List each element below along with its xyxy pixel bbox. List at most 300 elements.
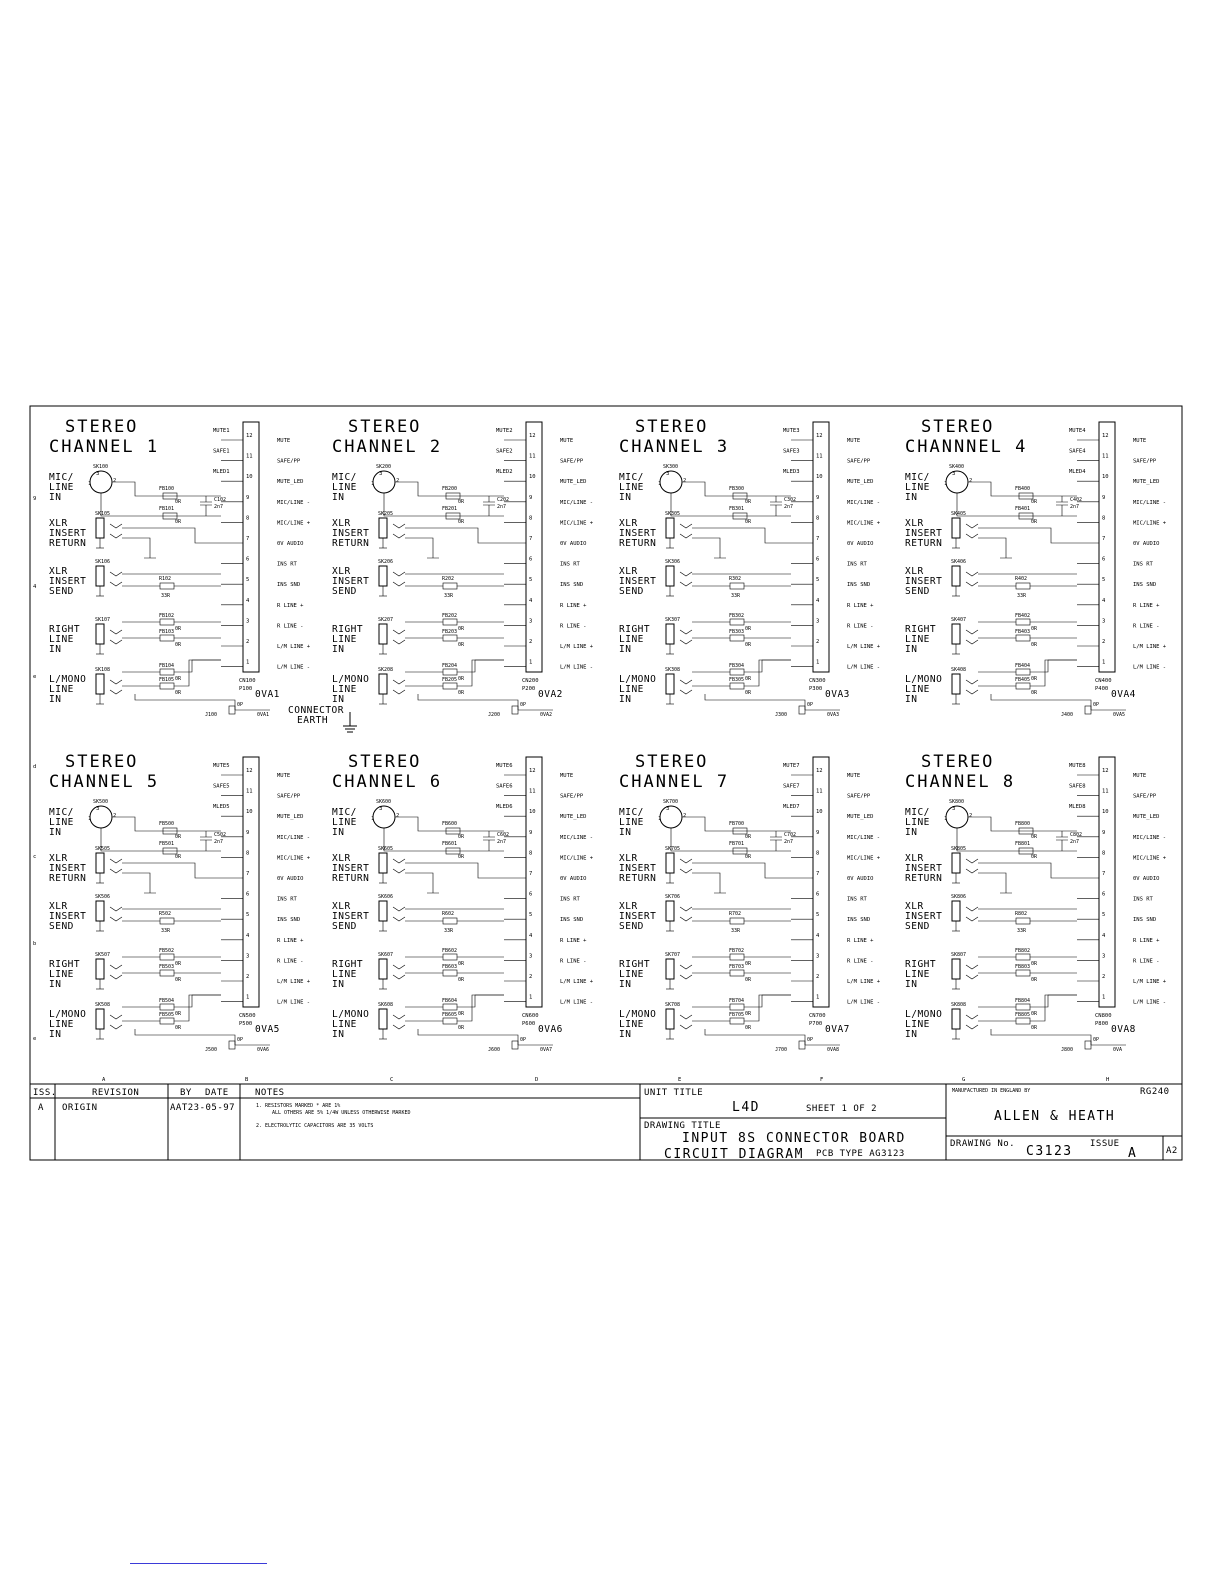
ferrite-bead-icon bbox=[1016, 970, 1030, 976]
input-label: L/MONO bbox=[332, 1009, 370, 1020]
connector-pin-number: 8 bbox=[529, 515, 533, 522]
input-label: RIGHT bbox=[905, 959, 937, 970]
connector-signal-name: INS RT bbox=[847, 561, 867, 568]
jack-contacts-icon bbox=[110, 572, 122, 586]
connector-pin-number: 12 bbox=[816, 433, 823, 439]
input-label: IN bbox=[49, 979, 62, 990]
input-label: SEND bbox=[905, 921, 930, 932]
channel-block-1 bbox=[49, 417, 311, 718]
ferrite-value: 0R bbox=[1031, 977, 1038, 983]
input-label: L/MONO bbox=[49, 1009, 87, 1020]
pcb-type: PCB TYPE AG3123 bbox=[816, 1149, 905, 1159]
ferrite-bead-icon bbox=[730, 954, 744, 960]
input-label: INSERT bbox=[619, 911, 657, 922]
input-label: XLR bbox=[619, 853, 638, 864]
xlr-pin-label: 2 bbox=[683, 478, 687, 484]
connector-pin-number: 4 bbox=[816, 932, 820, 939]
connector-pin-number: 1 bbox=[1102, 659, 1106, 666]
channel-number: CHANNEL 8 bbox=[905, 772, 1016, 792]
connector-pin-number: 11 bbox=[816, 788, 823, 795]
jack-socket-icon bbox=[952, 901, 960, 921]
jack-socket-icon bbox=[666, 853, 674, 873]
connector-signal-name: MIC/LINE - bbox=[847, 834, 881, 841]
jack-contacts-icon bbox=[680, 572, 692, 586]
mute-net-label: MUTE6 bbox=[496, 763, 513, 769]
jack-contacts-icon bbox=[966, 965, 978, 979]
ferrite-bead-icon bbox=[160, 954, 174, 960]
ground-link-wire bbox=[991, 694, 1126, 710]
socket-ref: SK307 bbox=[665, 617, 681, 623]
connector-pin-number: 2 bbox=[529, 639, 533, 645]
capacitor-value: 2n7 bbox=[784, 839, 794, 845]
socket-ref: SK406 bbox=[951, 559, 967, 565]
connector-signal-name: 0V AUDIO bbox=[277, 541, 304, 547]
input-label: L/MONO bbox=[905, 1009, 943, 1020]
connector-signal-name: R LINE + bbox=[277, 602, 304, 609]
connector-signal-name: MUTE bbox=[560, 773, 574, 779]
xlr-pin-label: 2 bbox=[969, 478, 973, 484]
ferrite-value: 0R bbox=[458, 676, 465, 682]
grid-letter-side: 9 bbox=[33, 496, 37, 502]
ferrite-value: 0R bbox=[745, 676, 752, 682]
connector-pin-number: 7 bbox=[816, 871, 820, 877]
jack-contacts-icon bbox=[680, 1015, 692, 1029]
drawing-number: C3123 bbox=[1026, 1144, 1073, 1159]
socket-ref: SK506 bbox=[95, 894, 111, 900]
safe-net-label: SAFE8 bbox=[1069, 783, 1086, 790]
jumper-pos: 0P bbox=[237, 1037, 244, 1043]
jack-contacts-icon bbox=[966, 680, 978, 694]
pcb-ref: P500 bbox=[239, 1021, 253, 1027]
iss-header: ISS. bbox=[33, 1088, 57, 1098]
connector-signal-name: MIC/LINE - bbox=[847, 499, 881, 506]
ferrite-ref: FB701 bbox=[729, 841, 745, 847]
socket-ref: SK208 bbox=[378, 667, 394, 673]
channel-blocks bbox=[49, 417, 1167, 1053]
connector-pin-number: 1 bbox=[1102, 994, 1106, 1001]
connector-signal-name: MUTE_LED bbox=[847, 479, 874, 486]
ferrite-bead-icon bbox=[443, 669, 457, 675]
pcb-ref: P300 bbox=[809, 686, 823, 692]
input-label: LINE bbox=[49, 634, 74, 645]
connector-signal-name: R LINE - bbox=[277, 958, 304, 965]
input-label: RIGHT bbox=[49, 959, 81, 970]
capacitor-value: 2n7 bbox=[784, 504, 794, 510]
input-label: IN bbox=[332, 492, 345, 503]
ground-symbol-icon bbox=[122, 538, 156, 558]
socket-ref: SK405 bbox=[951, 511, 967, 517]
input-label: LINE bbox=[49, 1019, 74, 1030]
mled-net-label: MLED6 bbox=[496, 804, 513, 811]
ferrite-ref: FB505 bbox=[159, 1012, 175, 1018]
insert-return-wire bbox=[122, 863, 221, 878]
jack-contacts-icon bbox=[110, 965, 122, 979]
mic-signal-wire bbox=[671, 828, 794, 851]
connector-signal-name: R LINE + bbox=[847, 602, 874, 609]
ground-link-wire bbox=[418, 1029, 553, 1045]
connector-pin-number: 11 bbox=[246, 788, 253, 795]
pcb-ref: P100 bbox=[239, 686, 253, 692]
input-label: LINE bbox=[619, 684, 644, 695]
connector-signal-name: MIC/LINE - bbox=[277, 499, 311, 506]
socket-ref: SK705 bbox=[665, 846, 681, 852]
grid-letter-top: A bbox=[102, 1077, 106, 1083]
ferrite-bead-icon bbox=[730, 918, 744, 924]
jumper-pos: 0P bbox=[1093, 702, 1100, 708]
input-label: LINE bbox=[905, 482, 930, 493]
connector-pin-number: 11 bbox=[816, 453, 823, 460]
ferrite-value: 0R bbox=[175, 499, 182, 505]
mute-net-label: MUTE4 bbox=[1069, 428, 1086, 434]
connector-pin-number: 6 bbox=[1102, 891, 1106, 898]
capacitor-ref: C402 bbox=[1070, 497, 1083, 503]
ferrite-bead-icon bbox=[1016, 1018, 1030, 1024]
jack-socket-icon bbox=[379, 959, 387, 979]
mled-net-label: MLED2 bbox=[496, 469, 513, 476]
connector-pin-number: 1 bbox=[529, 659, 533, 666]
socket-ref: SK707 bbox=[665, 952, 681, 958]
connector-pin-number: 4 bbox=[816, 597, 820, 604]
input-label: SEND bbox=[905, 586, 930, 597]
jack-contacts-icon bbox=[680, 859, 692, 873]
connector-pin-number: 3 bbox=[246, 953, 250, 960]
input-label: XLR bbox=[905, 518, 924, 529]
connector-pin-number: 12 bbox=[529, 433, 536, 439]
ferrite-value: 0R bbox=[458, 519, 465, 525]
mic-signal-wire bbox=[384, 828, 507, 851]
xlr-pin-label: 2 bbox=[113, 813, 117, 819]
ground-symbol-icon bbox=[122, 873, 156, 893]
mute-net-label: MUTE8 bbox=[1069, 763, 1086, 769]
connector-signal-name: INS SND bbox=[277, 582, 301, 589]
ferrite-ref: FB403 bbox=[1015, 629, 1031, 635]
jack-contacts-icon bbox=[393, 859, 405, 873]
connector-signal-name: MUTE_LED bbox=[277, 814, 304, 821]
input-label: IN bbox=[332, 979, 345, 990]
connector-pin-number: 9 bbox=[529, 829, 533, 836]
ferrite-value: 0R bbox=[745, 690, 752, 696]
ferrite-bead-icon bbox=[730, 619, 744, 625]
input-label: RIGHT bbox=[332, 624, 364, 635]
drawing-title-label: DRAWING TITLE bbox=[644, 1121, 721, 1131]
ferrite-bead-icon bbox=[160, 683, 174, 689]
grid-letter-top: E bbox=[678, 1077, 682, 1083]
input-label: INSERT bbox=[905, 863, 943, 874]
connector-signal-name: MIC/LINE + bbox=[847, 520, 881, 527]
connector-signal-name: MIC/LINE + bbox=[277, 520, 311, 527]
mled-net-label: MLED7 bbox=[783, 804, 800, 811]
capacitor-ref: C502 bbox=[214, 832, 227, 838]
socket-ref: SK808 bbox=[951, 1002, 967, 1008]
jumper-ref: J100 bbox=[205, 712, 218, 718]
input-label: XLR bbox=[49, 518, 68, 529]
ferrite-ref: FB102 bbox=[159, 613, 175, 619]
xlr-pin-label: 1 bbox=[88, 816, 92, 822]
socket-ref: SK805 bbox=[951, 846, 967, 852]
ferrite-value: 0R bbox=[1031, 519, 1038, 525]
ferrite-value: 0R bbox=[745, 1011, 752, 1017]
connector-signal-name: L/M LINE + bbox=[847, 979, 881, 985]
ferrite-ref: FB400 bbox=[1015, 486, 1031, 492]
ferrite-value: 0R bbox=[1031, 1025, 1038, 1031]
ground-symbol-icon bbox=[978, 538, 1012, 558]
insert-return-wire bbox=[405, 528, 504, 543]
jack-socket-icon bbox=[379, 624, 387, 644]
connector-signal-name: MUTE_LED bbox=[560, 479, 587, 486]
connector-ref: CN200 bbox=[522, 678, 539, 684]
connector-pin-number: 1 bbox=[529, 994, 533, 1001]
xlr-socket-icon bbox=[946, 806, 968, 828]
jack-contacts-icon bbox=[966, 524, 978, 538]
ferrite-bead-icon bbox=[160, 970, 174, 976]
capacitor-icon bbox=[1056, 496, 1068, 516]
ferrite-bead-icon bbox=[1016, 683, 1030, 689]
connector-pin-number: 9 bbox=[246, 829, 250, 836]
ferrite-value: 0R bbox=[745, 519, 752, 525]
connector-signal-name: 0V AUDIO bbox=[560, 541, 587, 547]
input-label: XLR bbox=[49, 566, 68, 577]
jack-socket-icon bbox=[96, 959, 104, 979]
channel-number: CHANNEL 3 bbox=[619, 437, 730, 457]
connector-signal-name: L/M LINE + bbox=[1133, 644, 1167, 650]
pcb-ref: P200 bbox=[522, 686, 536, 692]
input-label: SEND bbox=[49, 921, 74, 932]
input-label: LINE bbox=[49, 482, 74, 493]
connector-signal-name: MUTE bbox=[560, 438, 574, 444]
jack-socket-icon bbox=[952, 624, 960, 644]
ferrite-bead-icon bbox=[730, 683, 744, 689]
input-label: IN bbox=[332, 827, 345, 838]
connector-pin-number: 3 bbox=[816, 953, 820, 960]
drawing-title-line-1: INPUT 8S CONNECTOR BOARD bbox=[682, 1131, 906, 1146]
mic-signal-wire bbox=[101, 493, 224, 516]
connector-signal-name: SAFE/PP bbox=[277, 793, 301, 800]
capacitor-ref: C702 bbox=[784, 832, 797, 838]
channel-block-4 bbox=[905, 417, 1167, 718]
connector-signal-name: L/M LINE - bbox=[560, 999, 594, 1006]
connector-pin-number: 5 bbox=[529, 577, 533, 584]
input-label: XLR bbox=[619, 566, 638, 577]
input-label: RETURN bbox=[905, 873, 943, 884]
connector-pin-number: 2 bbox=[246, 974, 250, 980]
jack-contacts-icon bbox=[393, 1015, 405, 1029]
socket-ref: SK108 bbox=[95, 667, 111, 673]
connector-signal-name: INS SND bbox=[560, 917, 584, 924]
resistor-value: 33R bbox=[161, 928, 171, 934]
ferrite-ref: FB105 bbox=[159, 677, 175, 683]
insert-return-wire bbox=[122, 528, 221, 543]
ferrite-ref: FB305 bbox=[729, 677, 745, 683]
jumper-link-icon bbox=[229, 1041, 235, 1049]
grid-letter-side: e bbox=[33, 1036, 37, 1042]
insert-return-wire bbox=[692, 528, 791, 543]
input-label: XLR bbox=[332, 518, 351, 529]
jack-socket-icon bbox=[96, 518, 104, 538]
input-label: IN bbox=[49, 1029, 62, 1040]
connector-pin-number: 6 bbox=[529, 891, 533, 898]
resistor-ref: R102 bbox=[159, 576, 172, 582]
connector-signal-name: MUTE bbox=[277, 773, 291, 779]
connector-signal-name: SAFE/PP bbox=[1133, 458, 1157, 465]
connector-signal-name: 0V AUDIO bbox=[847, 541, 874, 547]
channel-number: CHANNEL 6 bbox=[332, 772, 443, 792]
jack-socket-icon bbox=[96, 1009, 104, 1029]
connector-signal-name: 0V AUDIO bbox=[1133, 541, 1160, 547]
jack-contacts-icon bbox=[966, 572, 978, 586]
ferrite-ref: FB103 bbox=[159, 629, 175, 635]
resistor-value: 33R bbox=[1017, 928, 1027, 934]
input-label: IN bbox=[332, 1029, 345, 1040]
jumper-gnd: 0VA5 bbox=[1113, 712, 1126, 718]
connector-signal-name: SAFE/PP bbox=[1133, 793, 1157, 800]
connector-signal-name: MIC/LINE + bbox=[560, 520, 594, 527]
jumper-link-icon bbox=[229, 706, 235, 714]
ground-net-label: 0VA4 bbox=[1111, 689, 1136, 700]
ferrite-bead-icon bbox=[160, 619, 174, 625]
ground-symbol-icon bbox=[978, 873, 1012, 893]
connector-signal-name: R LINE + bbox=[1133, 937, 1160, 944]
input-label: XLR bbox=[49, 901, 68, 912]
socket-ref: SK708 bbox=[665, 1002, 681, 1008]
revision-header: REVISION bbox=[92, 1088, 140, 1098]
ferrite-bead-icon bbox=[443, 970, 457, 976]
connector-signal-name: INS SND bbox=[847, 582, 871, 589]
ground-link-wire bbox=[135, 1029, 270, 1045]
connector-signal-name: SAFE/PP bbox=[847, 793, 871, 800]
connector-pin-number: 5 bbox=[246, 577, 250, 584]
footer-link-underline[interactable] bbox=[130, 1563, 267, 1564]
connector-pin-number: 2 bbox=[529, 974, 533, 980]
ferrite-value: 0R bbox=[458, 977, 465, 983]
ferrite-ref: FB500 bbox=[159, 821, 175, 827]
connector-ref: CN100 bbox=[239, 678, 256, 684]
ground-link-wire bbox=[705, 1029, 840, 1045]
input-label: INSERT bbox=[332, 528, 370, 539]
ferrite-bead-icon bbox=[443, 683, 457, 689]
input-label: LINE bbox=[49, 817, 74, 828]
connector-pin-number: 10 bbox=[246, 474, 253, 481]
resistor-value: 33R bbox=[444, 928, 454, 934]
connector-pin-number: 10 bbox=[816, 809, 823, 816]
connector-signal-name: SAFE/PP bbox=[277, 458, 301, 465]
ferrite-ref: FB804 bbox=[1015, 998, 1031, 1004]
xlr-pin-label: 1 bbox=[658, 481, 662, 487]
connector-pin-number: 4 bbox=[529, 932, 533, 939]
connector-pin-number: 9 bbox=[1102, 494, 1106, 501]
ferrite-ref: FB100 bbox=[159, 486, 175, 492]
ferrite-value: 0R bbox=[1031, 854, 1038, 860]
ferrite-ref: FB800 bbox=[1015, 821, 1031, 827]
jack-contacts-icon bbox=[966, 1015, 978, 1029]
ferrite-ref: FB104 bbox=[159, 663, 175, 669]
channel-title: STEREO bbox=[635, 752, 709, 772]
input-label: INSERT bbox=[905, 528, 943, 539]
ferrite-value: 0R bbox=[1031, 676, 1038, 682]
jumper-gnd: 0VA2 bbox=[540, 712, 553, 718]
resistor-ref: R702 bbox=[729, 911, 742, 917]
input-label: L/MONO bbox=[619, 674, 657, 685]
jack-socket-icon bbox=[379, 566, 387, 586]
connector-pin-number: 6 bbox=[816, 556, 820, 563]
connector-signal-name: MUTE_LED bbox=[560, 814, 587, 821]
jack-socket-icon bbox=[952, 853, 960, 873]
input-label: LINE bbox=[332, 1019, 357, 1030]
connector-pin-number: 6 bbox=[816, 891, 820, 898]
ferrite-value: 0R bbox=[458, 626, 465, 632]
jumper-pos: 0P bbox=[807, 1037, 814, 1043]
input-label: LINE bbox=[332, 969, 357, 980]
connector-pin-number: 5 bbox=[529, 912, 533, 919]
mic-signal-wire bbox=[101, 828, 224, 851]
grid-letter-side: 4 bbox=[33, 584, 37, 590]
connector-signal-name: L/M LINE - bbox=[560, 664, 594, 671]
ferrite-bead-icon bbox=[443, 583, 457, 589]
jumper-gnd: 0VA6 bbox=[257, 1047, 270, 1053]
channel-title: STEREO bbox=[635, 417, 709, 437]
xlr-pin-label: 2 bbox=[683, 813, 687, 819]
input-label: IN bbox=[619, 644, 632, 655]
grid-letter-top: H bbox=[1106, 1077, 1110, 1083]
input-label: INSERT bbox=[332, 863, 370, 874]
note-1-line-2: ALL OTHERS ARE 5% 1/4W UNLESS OTHERWISE MARKED bbox=[272, 1110, 411, 1116]
ferrite-ref: FB503 bbox=[159, 964, 175, 970]
socket-ref: SK807 bbox=[951, 952, 967, 958]
ferrite-ref: FB405 bbox=[1015, 677, 1031, 683]
jack-socket-icon bbox=[379, 1009, 387, 1029]
connector-pin-number: 6 bbox=[529, 556, 533, 563]
ferrite-value: 0R bbox=[1031, 499, 1038, 505]
resistor-ref: R802 bbox=[1015, 911, 1028, 917]
xlr-socket-icon bbox=[373, 806, 395, 828]
input-label: MIC/ bbox=[905, 472, 930, 483]
connector-signal-name: R LINE + bbox=[847, 937, 874, 944]
connector-pin-number: 3 bbox=[1102, 618, 1106, 625]
connector-pin-number: 3 bbox=[246, 618, 250, 625]
ferrite-ref: FB402 bbox=[1015, 613, 1031, 619]
safe-net-label: SAFE4 bbox=[1069, 448, 1086, 455]
socket-ref: SK806 bbox=[951, 894, 967, 900]
jack-contacts-icon bbox=[110, 859, 122, 873]
by-header: BY bbox=[180, 1088, 192, 1098]
input-label: LINE bbox=[49, 969, 74, 980]
ferrite-value: 0R bbox=[745, 854, 752, 860]
grid-letter-top: D bbox=[535, 1077, 539, 1083]
ferrite-ref: FB704 bbox=[729, 998, 745, 1004]
channel-title: STEREO bbox=[921, 752, 995, 772]
grid-letter-top: G bbox=[962, 1077, 966, 1083]
jack-socket-icon bbox=[952, 1009, 960, 1029]
ground-link-wire bbox=[705, 694, 840, 710]
ferrite-ref: FB101 bbox=[159, 506, 175, 512]
connector-pin-number: 2 bbox=[816, 639, 820, 645]
ground-net-label: 0VA2 bbox=[538, 689, 563, 700]
jumper-ref: J200 bbox=[488, 712, 501, 718]
xlr-pin-label: 2 bbox=[396, 813, 400, 819]
date-header: DATE bbox=[205, 1088, 229, 1098]
ferrite-ref: FB301 bbox=[729, 506, 745, 512]
ground-symbol-icon bbox=[692, 538, 726, 558]
input-label: IN bbox=[619, 827, 632, 838]
rg-code: RG240 bbox=[1140, 1087, 1170, 1097]
connector-signal-name: R LINE - bbox=[1133, 958, 1160, 965]
ferrite-value: 0R bbox=[745, 626, 752, 632]
connector-signal-name: 0V AUDIO bbox=[847, 876, 874, 882]
ferrite-value: 0R bbox=[458, 854, 465, 860]
connector-pin-number: 5 bbox=[1102, 912, 1106, 919]
input-label: IN bbox=[619, 492, 632, 503]
input-label: RETURN bbox=[905, 538, 943, 549]
connector-pin-number: 12 bbox=[529, 768, 536, 774]
